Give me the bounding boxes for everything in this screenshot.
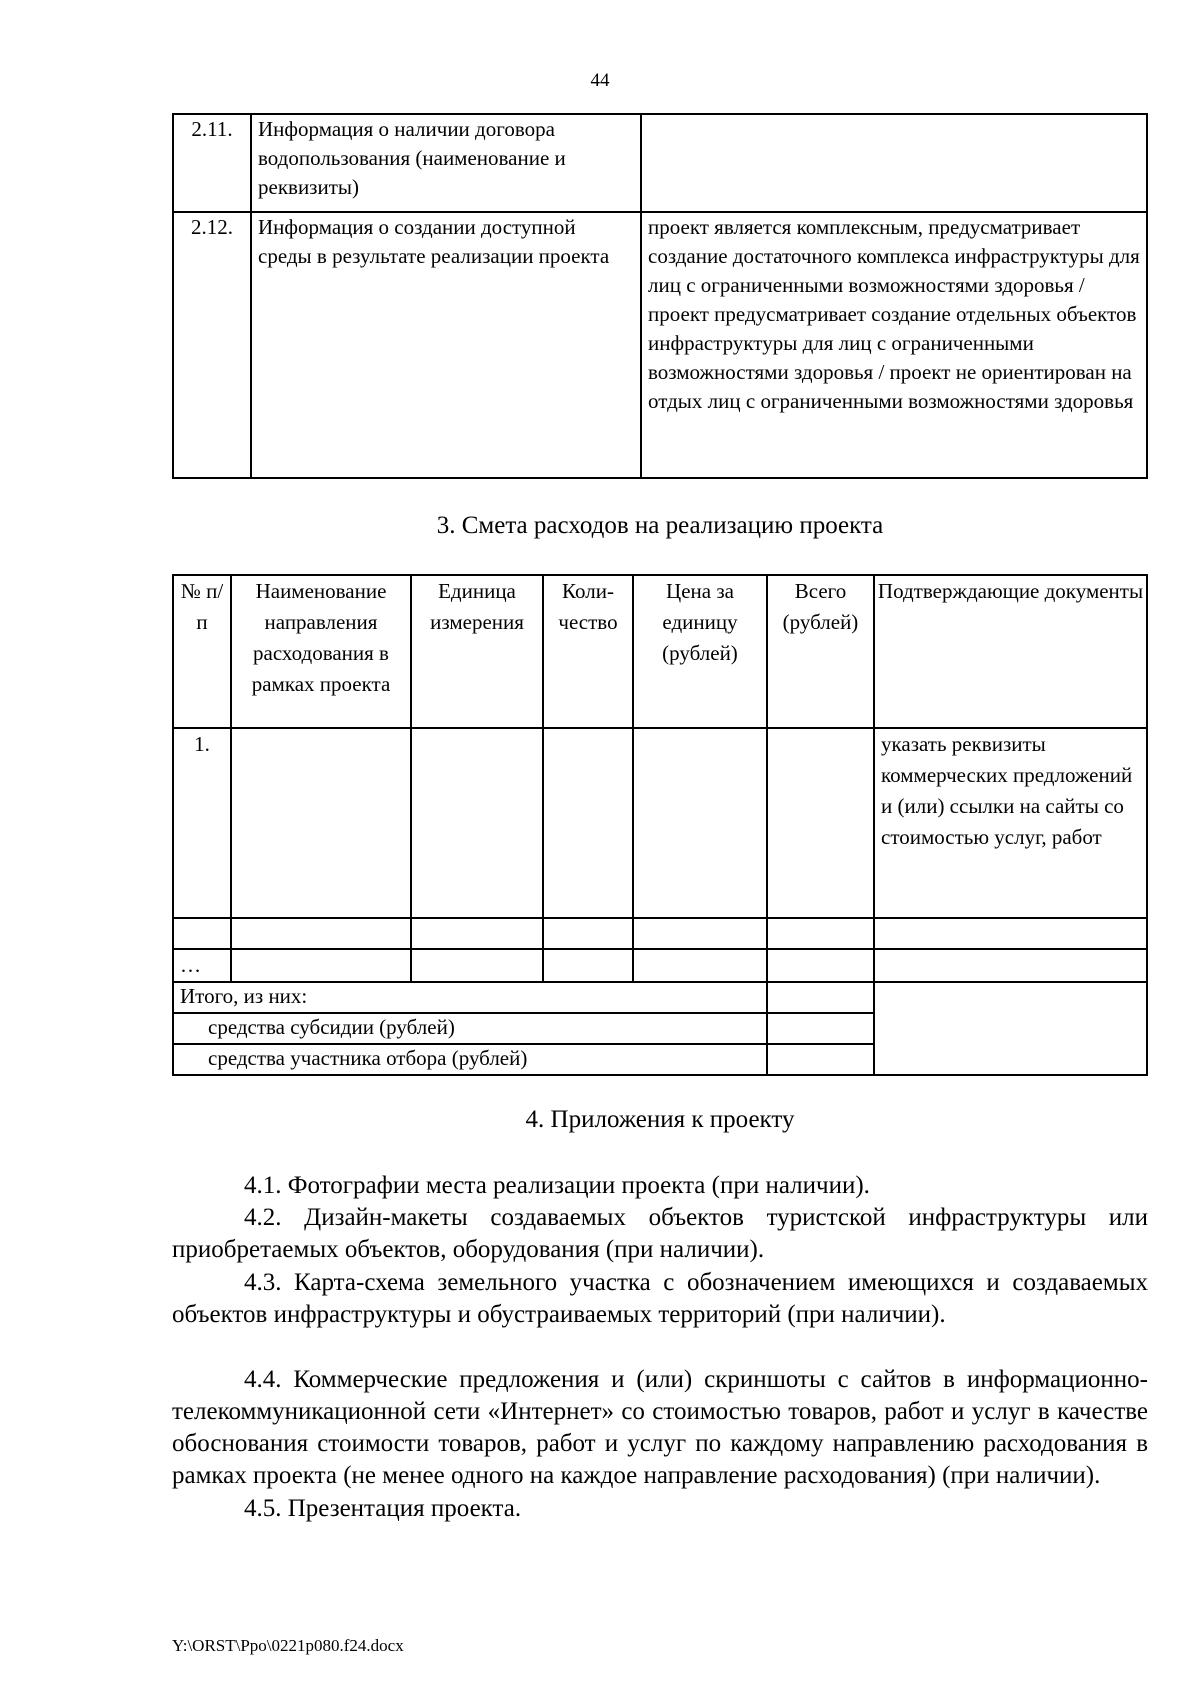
- section-4-title: 4. Приложения к проекту: [525, 1106, 795, 1133]
- row-label: Информация о наличии договора водопользования (наименование и реквизиты): [251, 114, 641, 212]
- table-cell: [231, 918, 411, 949]
- table-row: [173, 728, 1147, 918]
- row-ellipsis: …: [173, 949, 231, 982]
- table-cell: [411, 918, 543, 949]
- appendix-text: 4.1. Фотографии места реализации проекта (при наличии).: [244, 1172, 870, 1199]
- table-cell: [767, 1013, 874, 1044]
- table-cell: [767, 982, 874, 1013]
- appendix-text: 4.2. Дизайн-макеты создаваемых объектов туристской инфраструктуры или приобретаемых объектов, оборудования (при наличии).: [172, 1204, 1148, 1263]
- table-row: [173, 949, 1147, 982]
- row-number: 1.: [173, 728, 231, 918]
- col-header-unit: Единица измерения: [411, 575, 543, 728]
- appendix-item: [172, 1170, 1148, 1202]
- col-header-number: № п/п: [173, 575, 231, 728]
- row-documents: указать реквизиты коммерческих предложений и (или) ссылки на сайты со стоимостью услуг, работ: [874, 728, 1147, 918]
- appendix-text: 4.4. Коммерческие предложения и (или) скриншоты с сайтов в информационно-телекоммуникационной сети «Интернет» со стоимостью товаров, работ и услуг в качестве обоснования стоимости товаров, работ и услуг по каждому направлению расходования в рамках проекта (не менее одного на каждое направление расходования) (при наличии).: [172, 1366, 1148, 1489]
- row-number: 2.12.: [173, 212, 251, 478]
- budget-table: [172, 574, 1148, 1076]
- table-cell: [543, 918, 633, 949]
- table-cell: [767, 1044, 874, 1075]
- table-cell: [231, 728, 411, 918]
- table-row: [173, 918, 1147, 949]
- col-header-documents: Подтверждающие документы: [874, 575, 1147, 728]
- footer-file-path: Y:\ORST\Ppo\0221p080.f24.docx: [172, 1636, 404, 1655]
- table-cell: [411, 728, 543, 918]
- col-header-price: Цена за единицу (рублей): [633, 575, 767, 728]
- table-cell: [767, 728, 874, 918]
- section-3-title: 3. Смета расходов на реализацию проекта: [436, 512, 884, 539]
- subsidy-label: средства субсидии (рублей): [173, 1013, 767, 1044]
- total-label: Итого, из них:: [173, 982, 767, 1013]
- table-cell: [633, 728, 767, 918]
- table-cell: [173, 918, 231, 949]
- col-header-total: Всего (рублей): [767, 575, 874, 728]
- appendix-item: [172, 1493, 1148, 1525]
- table-cell: [874, 949, 1147, 982]
- table-header-row: [173, 575, 1147, 728]
- table-cell: [543, 728, 633, 918]
- table-row: [173, 212, 1147, 478]
- participant-label: средства участника отбора (рублей): [173, 1044, 767, 1075]
- table-cell: [874, 982, 1147, 1075]
- table-row: [173, 114, 1147, 212]
- col-header-quantity: Коли-чество: [543, 575, 633, 728]
- col-header-direction: Наименование направления расходования в рамках проекта: [231, 575, 411, 728]
- appendix-item: [172, 1364, 1148, 1492]
- row-label: Информация о создании доступной среды в результате реализации проекта: [251, 212, 641, 478]
- appendix-text: 4.3. Карта-схема земельного участка с обозначением имеющихся и создаваемых объектов инфраструктуры и обустраиваемых территорий (при наличии).: [172, 1269, 1148, 1328]
- project-info-table: [172, 113, 1148, 479]
- appendix-item: [172, 1202, 1148, 1266]
- table-cell: [543, 949, 633, 982]
- row-value: [641, 114, 1147, 212]
- appendix-item: [172, 1267, 1148, 1331]
- table-cell: [767, 918, 874, 949]
- total-row: [173, 982, 1147, 1013]
- table-cell: [767, 949, 874, 982]
- table-cell: [633, 949, 767, 982]
- page-number: 44: [590, 70, 610, 91]
- table-cell: [411, 949, 543, 982]
- table-cell: [633, 918, 767, 949]
- table-cell: [874, 918, 1147, 949]
- row-value: проект является комплексным, предусматривает создание достаточного комплекса инфраструктуры для лиц с ограниченными возможностями здоровья / проект предусматривает создание отдельных объектов инфраструктуры для лиц с ограниченными возможностями здоровья / проект не ориентирован на отдых лиц с ограниченными возможностями здоровья: [641, 212, 1147, 478]
- table-cell: [231, 949, 411, 982]
- appendix-text: 4.5. Презентация проекта.: [244, 1495, 522, 1522]
- row-number: 2.11.: [173, 114, 251, 212]
